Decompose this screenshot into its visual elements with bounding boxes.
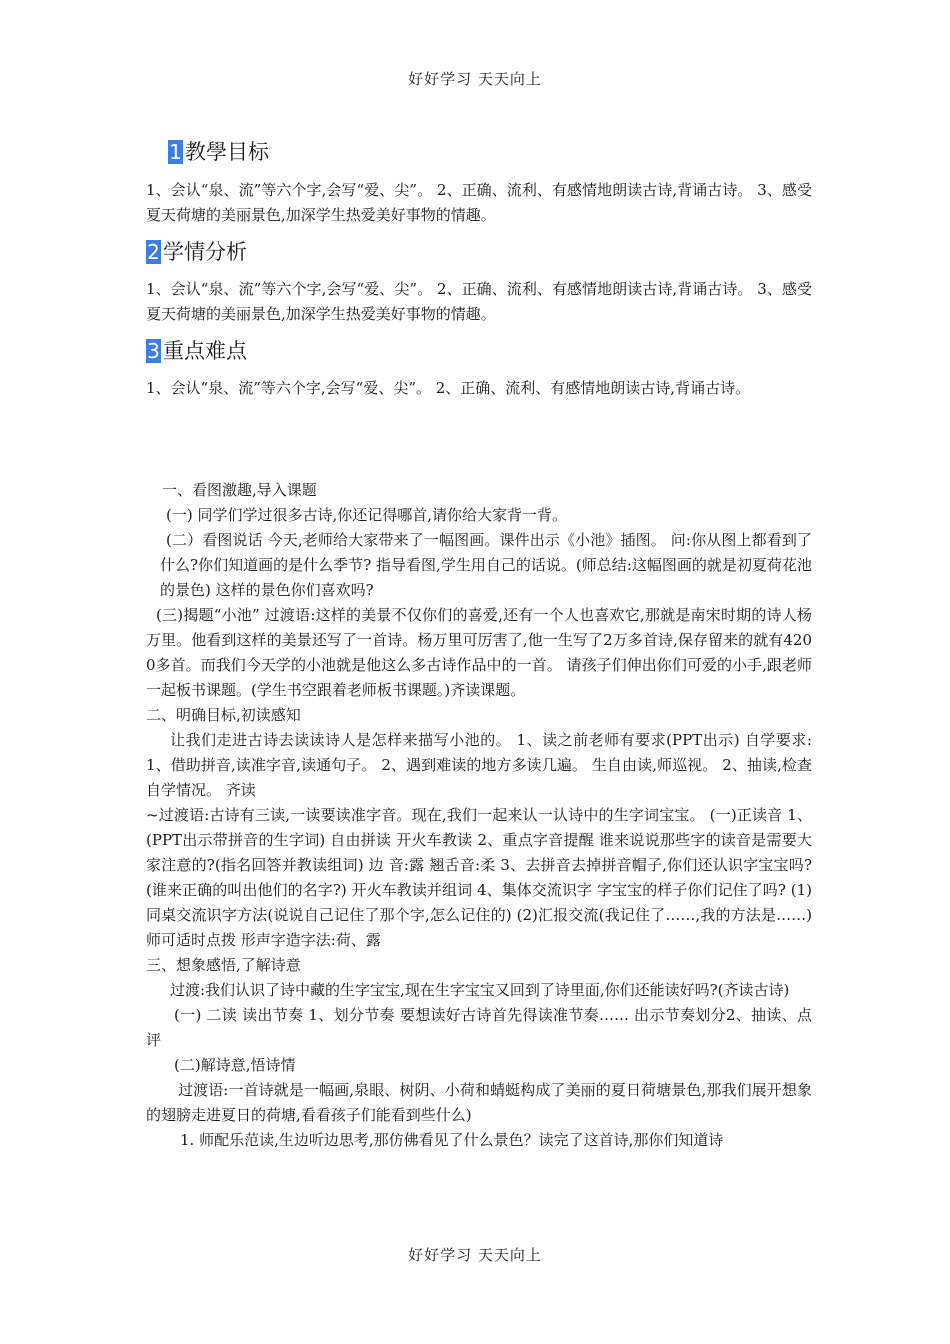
section-title: 教學目标	[185, 140, 269, 164]
lesson-paragraph: (二）看图说话 今天,老师给大家带来了一幅图画。课件出示《小池》插图。 问:你从图上都看到了什么?你们知道画的是什么季节? 指导看图,学生用自己的话说。(师总结:这幅图画的就是初夏荷花池的景色) 这样的景色你们喜欢吗?	[160, 531, 812, 599]
section-number-badge: 3	[147, 339, 160, 363]
lesson-process	[146, 478, 812, 1153]
section-title: 重点难点	[163, 339, 247, 363]
lesson-paragraph: 过渡语:一首诗就是一幅画,泉眼、树阴、小荷和蜻蜓构成了美丽的夏日荷塘景色,那我们展开想象的翅膀走进夏日的荷塘,看看孩子们能看到些什么)	[146, 1081, 812, 1124]
section-heading-teaching-goals	[168, 139, 269, 165]
section-number-badge: 2	[147, 240, 160, 264]
lesson-paragraph: (一) 二读 读出节奏 1、划分节奏 要想读好古诗首先得读准节奏…… 出示节奏划分2、抽读、点评	[146, 1006, 812, 1049]
section-number-badge: 1	[169, 140, 182, 164]
lesson-paragraph: 过渡:我们认识了诗中藏的生字宝宝,现在生字宝宝又回到了诗里面,你们还能读好吗?(齐读古诗)	[170, 981, 790, 999]
page-header: 好好学习 天天向上	[408, 70, 542, 88]
lesson-paragraph: 1. 师配乐范读,生边听边思考,那仿佛看见了什么景色？读完了这首诗,那你们知道诗	[180, 1131, 724, 1149]
lesson-heading-2: 二、明确目标,初读感知	[146, 706, 301, 724]
page-footer: 好好学习 天天向上	[408, 1246, 542, 1264]
section-heading-student-analysis	[146, 239, 247, 265]
lesson-paragraph: (一) 同学们学过很多古诗,你还记得哪首,请你给大家背一背。	[166, 506, 568, 524]
section-body-student-analysis: 1、会认“泉、流”等六个字,会写“爱、尖”。 2、正确、流利、有感情地朗读古诗,背诵古诗。 3、感受夏天荷塘的美丽景色,加深学生热爱美好事物的情趣。	[146, 280, 812, 323]
lesson-heading-1: 一、看图激趣,导入课题	[162, 481, 317, 499]
section-title: 学情分析	[163, 240, 247, 264]
lesson-paragraph: ~过渡语:古诗有三读,一读要读准字音。现在,我们一起来认一认诗中的生字词宝宝。 (一)正读音 1、(PPT出示带拼音的生字词) 自由拼读 开火车教读 2、重点字音提醒 谁来说说那些字的读音是需要大家注意的?(指名回答并教读组词) 边 音:露 翘舌音:柔 3、去拼音去掉拼音帽子,你们还认识字宝宝吗? (谁来正确的叫出他们的名字?) 开火车教读并组词 4、集体交流识字 字宝宝的样子你们记住了吗? (1)同桌交流识字方法(说说自己记住了那个字,怎么记住的) (2)汇报交流(我记住了……,我的方法是……) 师可适时点拨 形声字造字法:荷、露	[146, 806, 812, 949]
lesson-heading-3: 三、想象感悟,了解诗意	[146, 956, 301, 974]
lesson-paragraph: (二)解诗意,悟诗情	[174, 1056, 296, 1074]
section-body-key-points: 1、会认“泉、流”等六个字,会写“爱、尖”。 2、正确、流利、有感情地朗读古诗,背诵古诗。	[146, 379, 751, 397]
lesson-paragraph: (三)揭题“小池” 过渡语:这样的美景不仅你们的喜爱,还有一个人也喜欢它,那就是南宋时期的诗人杨万里。他看到这样的美景还写了一首诗。杨万里可厉害了,他一生写了2万多首诗,保存留来的就有4200多首。而我们今天学的小池就是他这么多古诗作品中的一首。 请孩子们伸出你们可爱的小手,跟老师一起板书课题。(学生书空跟着老师板书课题。)齐读课题。	[146, 606, 812, 699]
section-body-teaching-goals: 1、会认“泉、流”等六个字,会写“爱、尖”。 2、正确、流利、有感情地朗读古诗,背诵古诗。 3、感受夏天荷塘的美丽景色,加深学生热爱美好事物的情趣。	[146, 181, 812, 224]
section-heading-key-points	[146, 338, 247, 364]
lesson-paragraph: 让我们走进古诗去读读诗人是怎样来描写小池的。 1、读之前老师有要求(PPT出示) 自学要求:1、借助拼音,读准字音,读通句子。 2、遇到难读的地方多读几遍。 生自由读,师巡视。 2、抽读,检查自学情况。 齐读	[146, 731, 812, 799]
